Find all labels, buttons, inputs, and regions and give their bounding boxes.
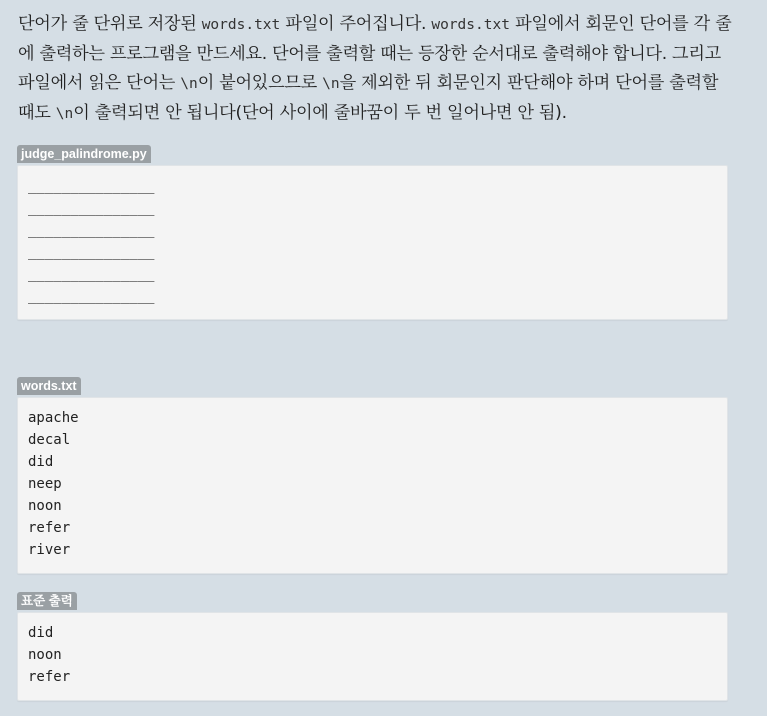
problem-line [18,99,758,129]
code-file-line: _______________ [28,266,155,282]
stdout-line: noon [28,647,62,663]
problem-text: 파일이 주어집니다. [280,14,432,34]
code-file-line: _______________ [28,222,155,238]
words-file-line: decal [28,432,71,448]
code-file-line: _______________ [28,244,155,260]
stdout-label: 표준 출력 [17,592,77,610]
problem-text: 이 출력되면 안 됩니다(단어 사이에 줄바꿈이 두 번 일어나면 안 됨). [73,103,567,123]
words-file-line: did [28,454,54,470]
problem-text: 때도 [18,103,56,123]
problem-text: 파일에서 회문인 단어를 각 줄 [509,14,732,34]
words-file-line: noon [28,498,62,514]
inline-code: \n [55,106,74,122]
problem-text: 이 붙어있으므로 [197,73,323,93]
inline-code: words.txt [201,17,281,33]
words-file-line: river [28,542,71,558]
problem-text: 을 제외한 뒤 회문인지 판단해야 하며 단어를 출력할 [339,73,719,93]
words-file-box [17,397,728,574]
words-file-label: words.txt [17,377,81,395]
stdout-line: did [28,625,54,641]
words-file-line: apache [28,410,79,426]
code-file-line: _______________ [28,178,155,194]
words-file-line: refer [28,520,71,536]
stdout-box [17,612,728,701]
stdout-line: refer [28,669,71,685]
words-file-line: neep [28,476,62,492]
problem-text: 에 출력하는 프로그램을 만드세요. 단어를 출력할 때는 등장한 순서대로 출력해야 합니다. 그리고 [18,44,721,64]
code-file-line: _______________ [28,200,155,216]
inline-code: \n [322,76,340,92]
inline-code: \n [180,76,198,92]
problem-description [18,10,758,129]
problem-line [18,69,758,99]
code-editor-box[interactable] [17,165,728,320]
problem-line [18,40,758,69]
problem-line [18,10,758,40]
code-file-line: _______________ [28,288,155,304]
inline-code: words.txt [431,17,510,33]
problem-text: 파일에서 읽은 단어는 [18,73,181,93]
problem-text: 단어가 줄 단위로 저장된 [18,14,202,34]
code-file-label: judge_palindrome.py [17,145,151,163]
